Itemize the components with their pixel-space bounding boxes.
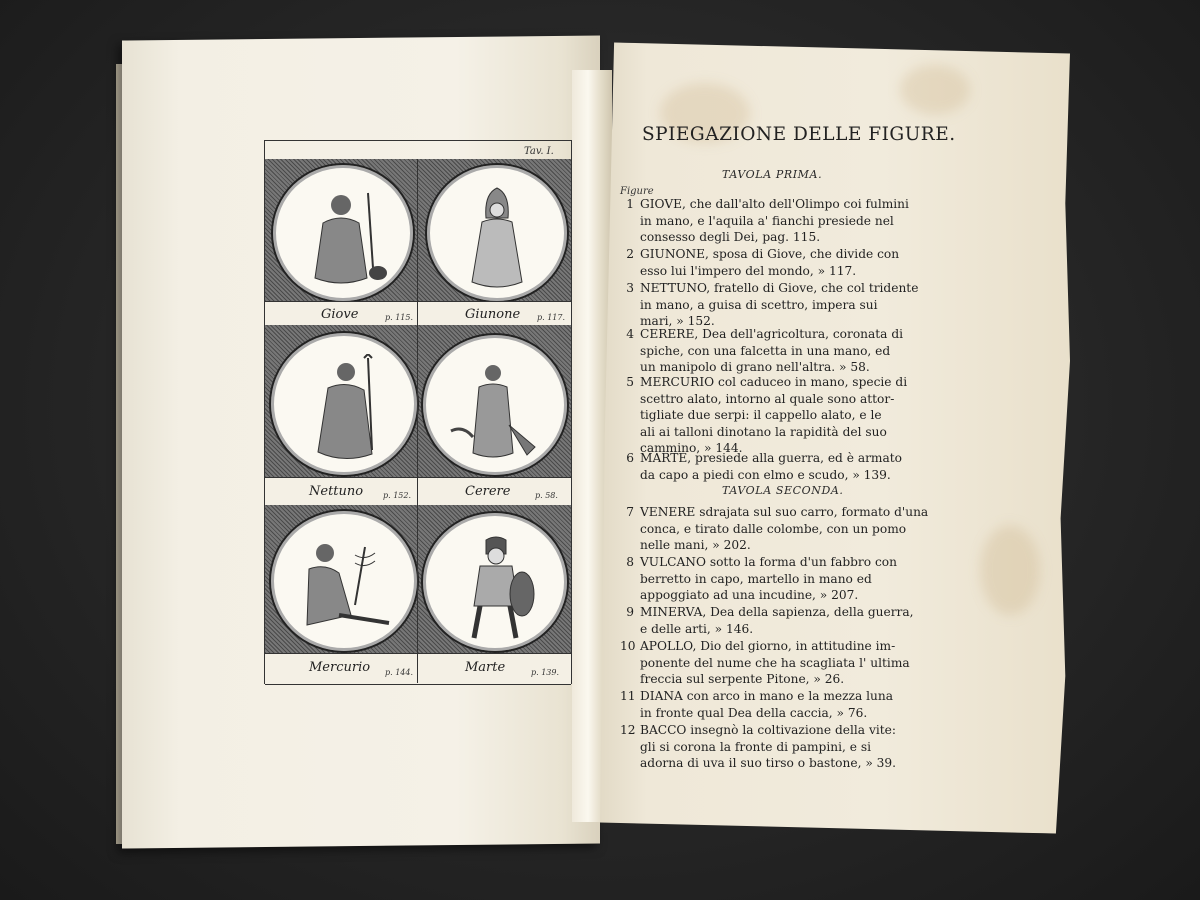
giove-figure-icon: [293, 183, 393, 293]
nettuno-figure-icon: [294, 354, 394, 466]
section-tavola-seconda: TAVOLA SECONDA.: [722, 484, 844, 497]
cerere-figure-icon: [445, 355, 545, 467]
medallion-giunone: [425, 163, 569, 303]
caption-giunone: Giunone: [465, 307, 521, 322]
caption-marte: Marte: [465, 660, 506, 675]
entry-3: 3 NETTUNO, fratello di Giove, che col tridente in mano, a guisa di scettro, impera sui mari, » 152.: [626, 281, 919, 328]
section-tavola-prima: TAVOLA PRIMA.: [722, 168, 823, 181]
medallion-giove: [271, 163, 415, 303]
figure-column-label: Figure: [620, 186, 654, 197]
entry-2: 2 GIUNONE, sposa di Giove, che divide con esso lui l'impero del mondo, » 117.: [626, 247, 900, 278]
entry-10: 10 APOLLO, Dio del giorno, in attitudine im- ponente del nume che ha scagliata l' ultima freccia sul serpente Pitone, » 26.: [620, 639, 910, 686]
marte-figure-icon: [450, 534, 540, 642]
entry-9: 9 MINERVA, Dea della sapienza, della guerra, e delle arti, » 146.: [626, 605, 914, 636]
plate-number: Tav. I.: [524, 146, 554, 157]
page-title: SPIEGAZIONE DELLE FIGURE.: [642, 124, 956, 145]
entry-8: 8 VULCANO sotto la forma d'un fabbro con berretto in capo, martello in mano ed appoggiato ad una incudine, » 207.: [626, 555, 897, 602]
caption-giove: Giove: [321, 307, 359, 322]
caption-mercurio: Mercurio: [309, 660, 371, 675]
entry-12: 12 BACCO insegnò la coltivazione della vite: gli si corona la fronte di pampini, e si adorna di uva il suo tirso o bastone, » 39.: [620, 723, 897, 770]
entry-4: 4 CERERE, Dea dell'agricoltura, coronata di spiche, con una falcetta in una mano, ed un manipolo di grano nell'altra. » 58.: [626, 327, 904, 374]
giunone-figure-icon: [452, 182, 542, 294]
caption-row-1: [265, 301, 571, 327]
mercurio-figure-icon: [289, 535, 399, 639]
page-ref-giove: p. 115.: [385, 313, 414, 322]
entry-11: 11 DIANA con arco in mano e la mezza luna in fronte qual Dea della caccia, » 76.: [620, 689, 893, 720]
medallion-mercurio: [269, 509, 419, 653]
medallion-nettuno: [269, 331, 419, 477]
entry-1: 1 GIOVE, che dall'alto dell'Olimpo coi fulmini in mano, e l'aquila a' fianchi presiede nel consesso degli Dei, pag. 115.: [626, 197, 909, 244]
entry-5: 5 MERCURIO col caduceo in mano, specie di scettro alato, intorno al quale sono attor- tigliate due serpi: il cappello alato, e le ali ai talloni dinotano la rapidità del suo cammino, » 144.: [626, 375, 908, 455]
page-ref-cerere: p. 58.: [535, 491, 558, 500]
medallion-cerere: [421, 333, 569, 477]
caption-nettuno: Nettuno: [309, 484, 364, 499]
engraved-plate: [264, 140, 572, 684]
page-ref-giunone: p. 117.: [537, 313, 566, 322]
page-ref-mercurio: p. 144.: [385, 668, 414, 677]
page-ref-marte: p. 139.: [531, 668, 560, 677]
entry-7: 7 VENERE sdrajata sul suo carro, formato d'una conca, e tirato dalle colombe, con un pomo nelle mani, » 202.: [626, 505, 929, 552]
medallion-marte: [421, 511, 569, 653]
caption-cerere: Cerere: [465, 484, 511, 499]
plate-divider: [417, 159, 418, 683]
entry-6: 6 MARTE, presiede alla guerra, ed è armato da capo a piedi con elmo e scudo, » 139.: [626, 451, 902, 482]
page-ref-nettuno: p. 152.: [383, 491, 412, 500]
